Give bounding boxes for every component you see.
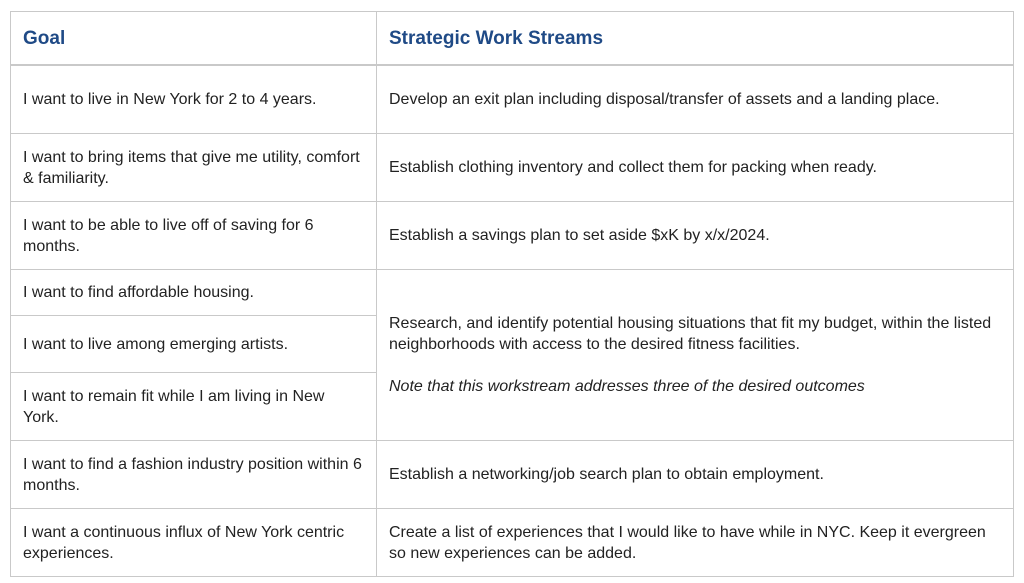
- stream-cell: Establish a networking/job search plan to obtain employment.: [377, 441, 1014, 509]
- goal-cell: I want to be able to live off of saving for 6 months.: [11, 202, 377, 270]
- table-header-row: [11, 12, 1014, 66]
- merged-stream-text: Research, and identify potential housing situations that fit my budget, within the listed neighborhoods with access to the desired fitness facilities.: [389, 315, 992, 353]
- goal-cell: I want to live in New York for 2 to 4 years.: [11, 65, 377, 134]
- goals-table: [10, 11, 1014, 577]
- stream-cell: Establish a savings plan to set aside $xK by x/x/2024.: [377, 202, 1014, 270]
- stream-cell: Develop an exit plan including disposal/transfer of assets and a landing place.: [377, 65, 1014, 134]
- table-row: [11, 134, 1014, 202]
- merged-stream-note: Note that this workstream addresses three of the desired outcomes: [389, 378, 865, 395]
- table-row: [11, 509, 1014, 577]
- table-row: [11, 65, 1014, 134]
- goal-cell: I want to bring items that give me utility, comfort & familiarity.: [11, 134, 377, 202]
- merged-stream-cell: [377, 270, 1014, 441]
- goal-cell: I want to find affordable housing.: [11, 270, 377, 316]
- stream-cell: Create a list of experiences that I would like to have while in NYC. Keep it evergreen so new experiences can be added.: [377, 509, 1014, 577]
- streams-column-header: Strategic Work Streams: [377, 12, 1014, 66]
- goal-cell: I want a continuous influx of New York centric experiences.: [11, 509, 377, 577]
- table-row: [11, 202, 1014, 270]
- goal-cell: I want to remain fit while I am living in New York.: [11, 373, 377, 441]
- stream-cell: Establish clothing inventory and collect them for packing when ready.: [377, 134, 1014, 202]
- goal-column-header: Goal: [11, 12, 377, 66]
- goal-cell: I want to live among emerging artists.: [11, 316, 377, 373]
- goal-cell: I want to find a fashion industry position within 6 months.: [11, 441, 377, 509]
- table-row: [11, 270, 1014, 316]
- table-row: [11, 441, 1014, 509]
